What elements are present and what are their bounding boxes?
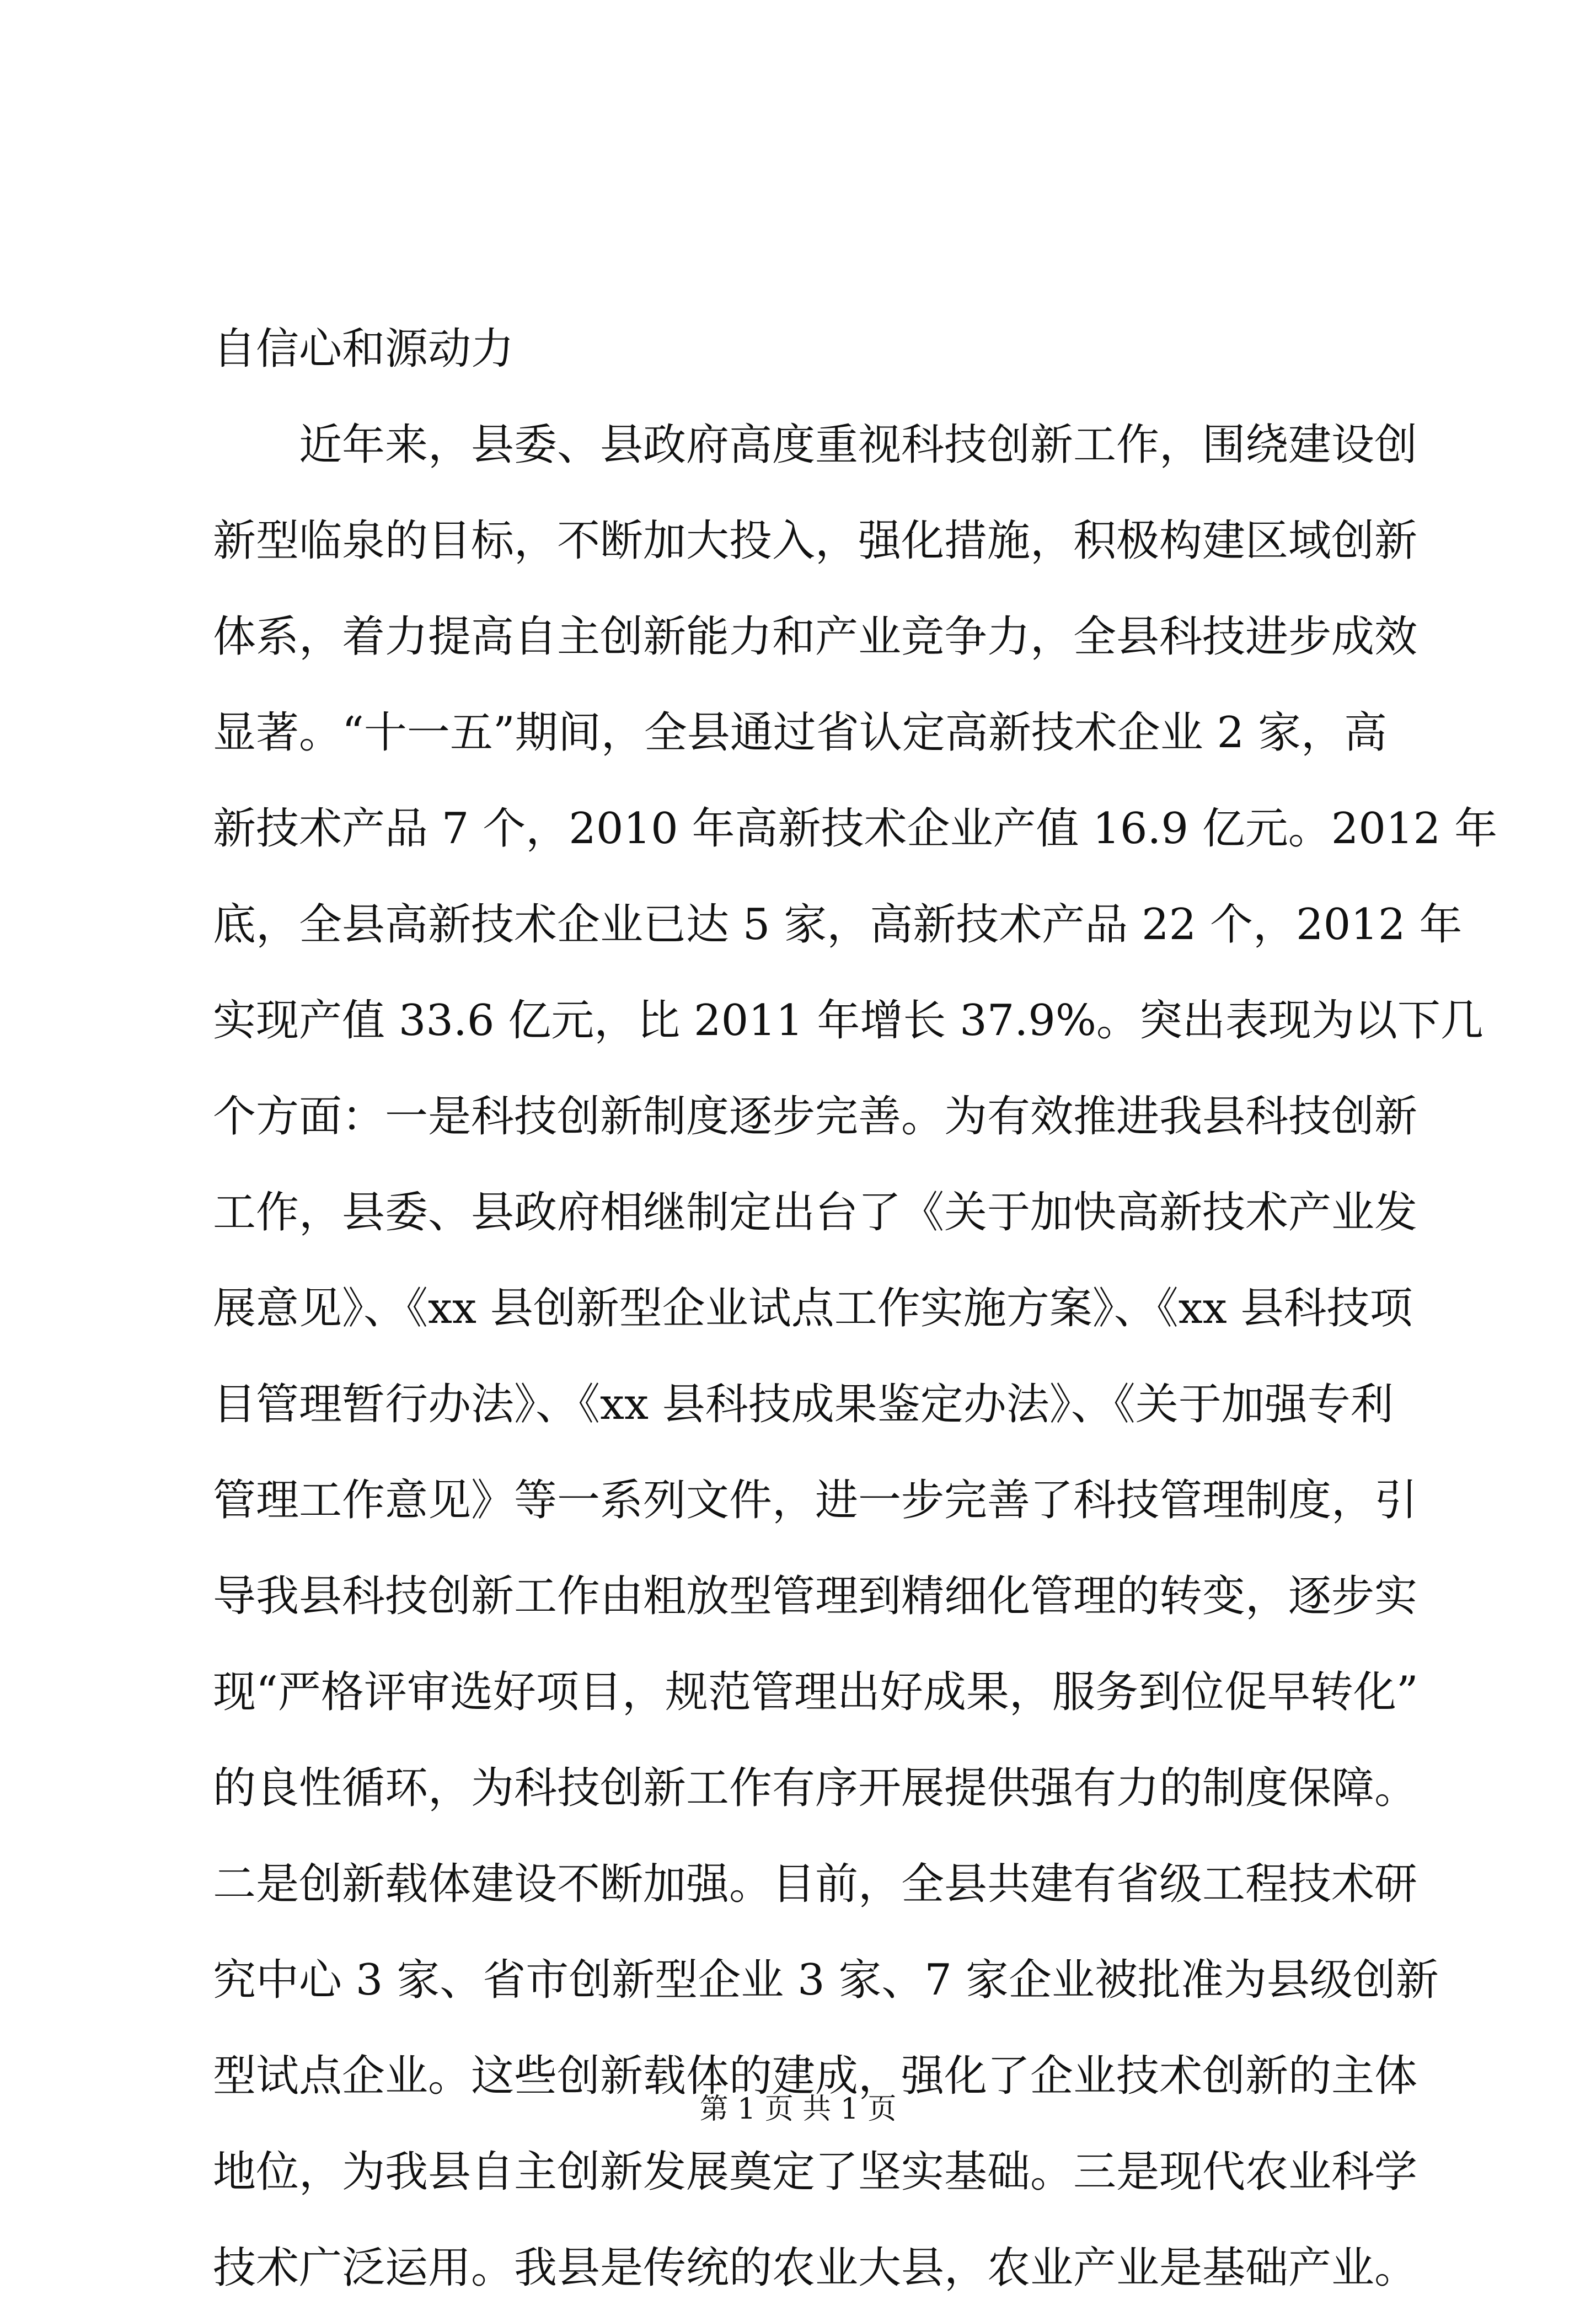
text-line: 新技术产品 7 个，2010 年高新技术企业产值 16.9 亿元。2012 年 [213,804,1498,854]
text-line: 新型临泉的目标，不断加大投入，强化措施，积极构建区域创新 [213,516,1418,566]
page-footer [0,2093,1596,2126]
text-line: 技术广泛运用。我县是传统的农业大县，农业产业是基础产业。 [213,2243,1418,2293]
text-line: 的良性循环，为科技创新工作有序开展提供强有力的制度保障。 [213,1763,1418,1813]
text-line: 底，全县高新技术企业已达 5 家，高新技术产品 22 个，2012 年 [213,900,1463,950]
text-line: 型试点企业。这些创新载体的建成，强化了企业技术创新的主体 [213,2051,1418,2101]
text-line: 显著。“十一五”期间，全县通过省认定高新技术企业 2 家，高 [213,708,1387,758]
text-line: 目管理暂行办法》、《xx 县科技成果鉴定办法》、《关于加强专利 [213,1380,1394,1429]
text-line: 近年来，县委、县政府高度重视科技创新工作，围绕建设创 [299,420,1418,470]
text-line: 实现产值 33.6 亿元，比 2011 年增长 37.9%。突出表现为以下几 [213,996,1483,1046]
text-line: 导我县科技创新工作由粗放型管理到精细化管理的转变，逐步实 [213,1572,1418,1621]
text-line: 管理工作意见》等一系列文件，进一步完善了科技管理制度，引 [213,1476,1418,1525]
text-line: 展意见》、《xx 县创新型企业试点工作实施方案》、《xx 县科技项 [213,1284,1413,1333]
text-line: 究中心 3 家、省市创新型企业 3 家、7 家企业被批准为县级创新 [213,1955,1439,2005]
text-line: 个方面：一是科技创新制度逐步完善。为有效推进我县科技创新 [213,1092,1418,1141]
text-line: 现“严格评审选好项目，规范管理出好成果，服务到位促早转化” [213,1668,1418,1717]
document-body [213,301,1498,2316]
text-line: 地位，为我县自主创新发展奠定了坚实基础。三是现代农业科学 [213,2147,1418,2197]
text-line: 二是创新载体建设不断加强。目前，全县共建有省级工程技术研 [213,1859,1418,1909]
text-line: 工作，县委、县政府相继制定出台了《关于加快高新技术产业发 [213,1188,1418,1237]
text-line: 体系，着力提高自主创新能力和产业竞争力，全县科技进步成效 [213,612,1418,662]
page-number-label: 第 1 页 共 1 页 [699,2093,897,2126]
text-line: 自信心和源动力 [213,324,515,374]
